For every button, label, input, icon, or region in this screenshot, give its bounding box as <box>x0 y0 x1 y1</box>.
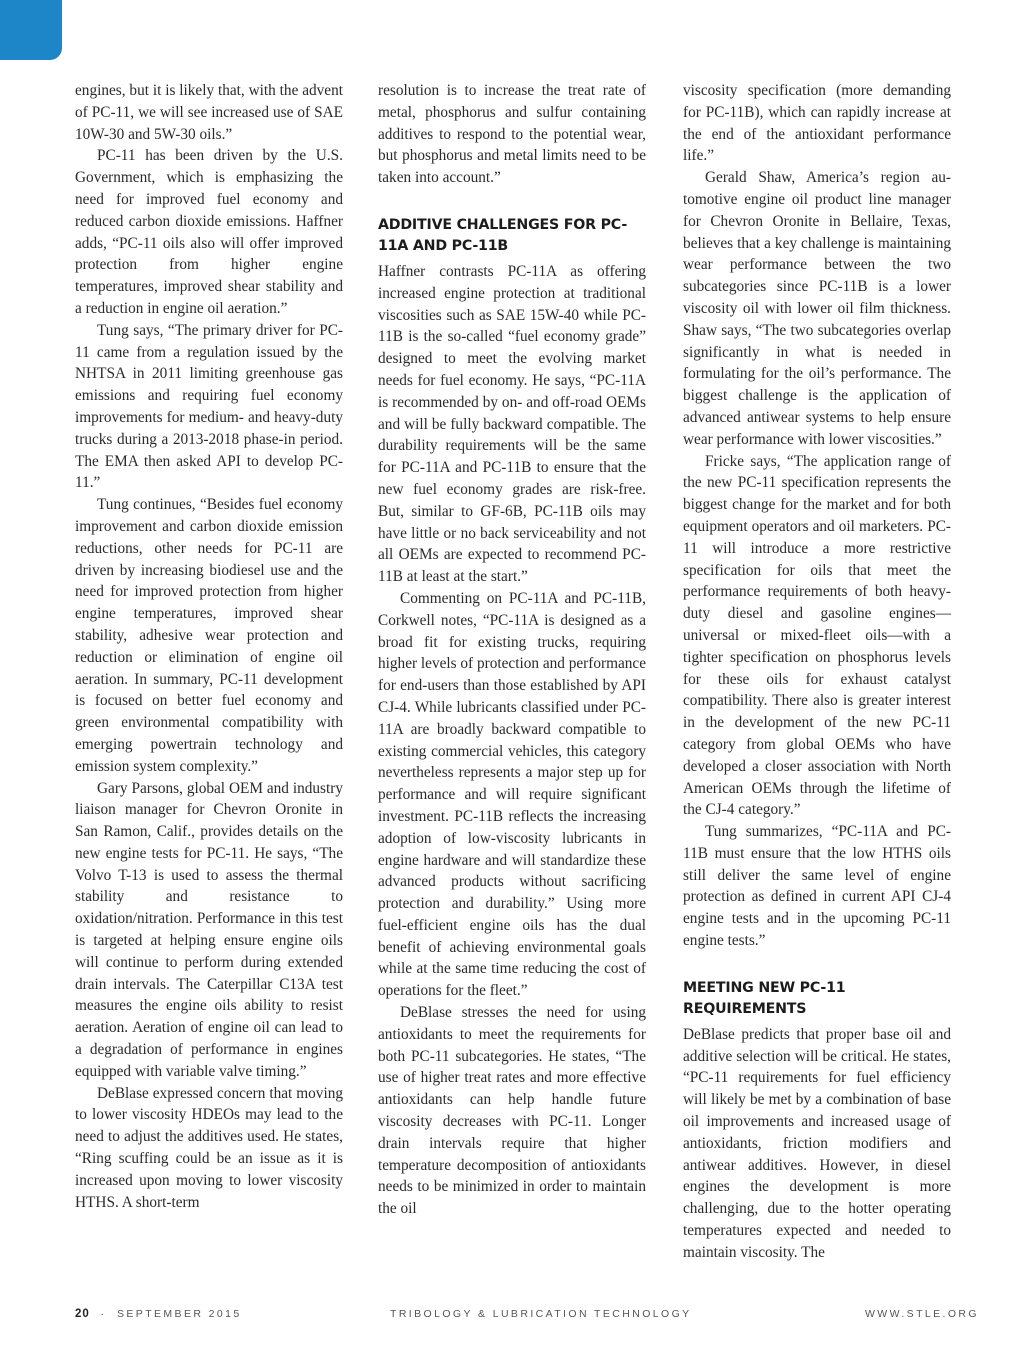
paragraph: Commenting on PC-11A and PC-11B, Corkwell notes, “PC-11A is designed as a broad fit for existing trucks, requiring higher levels of protection and performance for end-users than those established by API CJ-4. While lubricants classified under PC-11A are broadly backward compatible to existing commercial vehicles, this category nevertheless represents a major step up for performance and will require significant investment. PC-11B reflects the increasing adoption of low-viscosity lubricants in engine hardware and will standardize these advanced products without sacrificing protection and durability.” Using more fuel-efficient engine oils has the dual benefit of achieving environmental goals while at the same time reducing the cost of operations for the fleet.” <box>378 589 647 1000</box>
issue-date: SEPTEMBER 2015 <box>116 1308 242 1320</box>
page-number: 20 <box>75 1308 90 1320</box>
footer-separator: · <box>100 1308 107 1320</box>
paragraph: DeBlase expressed concern that moving to lower viscosity HDEOs may lead to the need to adjust the additives used. He states, “Ring scuffing could be an issue as it is increased upon moving to lower viscosity HTHS. A short-term <box>75 1084 343 1211</box>
paragraph: Tung says, “The primary driver for PC-11 came from a regulation issued by the NHTSA in 2011 limiting greenhouse gas emissions and requiring fuel economy improvements for medium- and heavy-duty trucks during a 2013-2018 phase-in period. The EMA then asked API to develop PC-11.” <box>75 321 343 492</box>
paragraph: Haffner contrasts PC-11A as offering increased engine protection at traditional viscosities such as SAE 15W-40 while PC-11B is the so-called “fuel economy grade” designed to meet the evolving market needs for fuel economy. He says, “PC-11A is recommended by on- and off-road OEMs and will be fully backward compatible. The durability requirements will be the same for PC-11A and PC-11B to ensure that the new fuel economy grades are risk-free. But, similar to GF-6B, PC-11B oils may have little or no back serviceability and not all OEMs are expected to recommend PC-11B at least at the start.” <box>378 262 646 586</box>
paragraph: engines, but it is likely that, with the advent of PC-11, we will see increased use of SAE 10W-30 and 5W-30 oils.” <box>75 82 343 143</box>
paragraph: Gary Parsons, global OEM and industry liaison manager for Chevron Oronite in San Ramon, Calif., provides details on the new engine tests for PC-11. He says, “The Volvo T-13 is used to assess the thermal stability and resistance to oxidation/nitration. Performance in this test is targeted at helping ensure engine oils will continue to perform during extended drain intervals. The Caterpillar C13A test measures the engine oils ability to resist aeration. Aeration of engine oil can lead to a degradation of performance in engines equipped with variable valve timing.” <box>75 779 343 1080</box>
paragraph: Tung continues, “Besides fuel economy improvement and carbon dioxide emission reductions, other needs for PC-11 are driven by increasing biodiesel use and the need for improved protection from higher engine temperatures, improved shear stability, adhesive wear protection and reduction or elimination of engine oil aeration. In summary, PC-11 development is focused on better fuel economy and green environmental compatibility with emerging powertrain technology and emission system complexity.” <box>75 496 343 775</box>
paragraph: PC-11 has been driven by the U.S. Government, which is emphasizing the need for improved fuel economy and reduced carbon dioxide emissions. Haffner adds, “PC-11 oils also will offer improved protection from higher engine temperatures, improved shear stability and a reduction in engine oil aeration.” <box>75 147 343 317</box>
publication-name: TRIBOLOGY & LUBRICATION TECHNOLOGY <box>390 1308 692 1320</box>
article-column-1 <box>75 80 343 1213</box>
paragraph: DeBlase predicts that proper base oil and additive selection will be critical. He states, “PC-11 requirements for fuel efficiency will likely be met by a combination of base oil improvements and increased usage of antioxidants, friction modifiers and antiwear additives. However, in diesel engines the development is more challenging, due to the hotter operating temperatures expected and needed to maintain viscosity. The <box>683 1025 951 1261</box>
paragraph: resolution is to increase the treat rate of metal, phosphorus and sulfur containing additives to respond to the potential wear, but phosphorus and metal limits need to be taken into account.” <box>378 82 646 187</box>
paragraph: Fricke says, “The application range of the new PC-11 specification represents the biggest change for the market and for both equipment operators and oil marketers. PC-11 will introduce a more restrictive specification for oils that meet the performance requirements of both heavy-duty diesel and gasoline engines—universal or mixed-fleet oils—with a tighter specification on phosphorus levels for these oils for exhaust catalyst compatibility. There also is greater interest in the development of the new PC-11 category from global OEMs who have developed a closer association with North American OEMs through the lifetime of the CJ-4 category.” <box>683 452 951 819</box>
section-heading: ADDITIVE CHALLENGES FOR PC-11A AND PC-11B <box>378 216 628 254</box>
section-color-tab <box>0 0 62 60</box>
paragraph: Tung summarizes, “PC-11A and PC-11B must ensure that the low HTHS oils still deliver the same level of engine protection as defined in current API CJ-4 engine tests and in the upcoming PC-11 engine tests.” <box>683 823 951 950</box>
paragraph: viscosity specification (more demanding for PC-11B), which can rapidly increase at the end of the antioxidant performance life.” <box>683 82 951 165</box>
website-link[interactable]: WWW.STLE.ORG <box>865 1308 979 1320</box>
footer-page-info <box>75 1308 242 1320</box>
article-column-3 <box>683 80 951 1264</box>
paragraph: Gerald Shaw, America’s region automotive engine oil product line manager for Chevron Oronite in Bellaire, Texas, believes that a key challenge is maintaining wear performance between the two subcategories since PC-11B is a lower viscosity oil with lower oil film thickness. Shaw says, “The two subcategories overlap significantly in what is needed in formulating for the oil’s performance. The biggest challenge is the application of advanced antiwear systems to help ensure wear performance with lower viscosities.” <box>683 169 951 448</box>
paragraph: DeBlase stresses the need for using antioxidants to meet the requirements for both PC-11 subcategories. He states, “The use of higher treat rates and more effective antioxidants can help handle future viscosity decreases with PC-11. Longer drain intervals require that higher temperature decomposition of antioxidants needs to be minimized in order to maintain the oil <box>378 1004 646 1218</box>
article-column-2 <box>378 80 646 1220</box>
section-heading: MEETING NEW PC-11 REQUIREMENTS <box>683 979 846 1017</box>
